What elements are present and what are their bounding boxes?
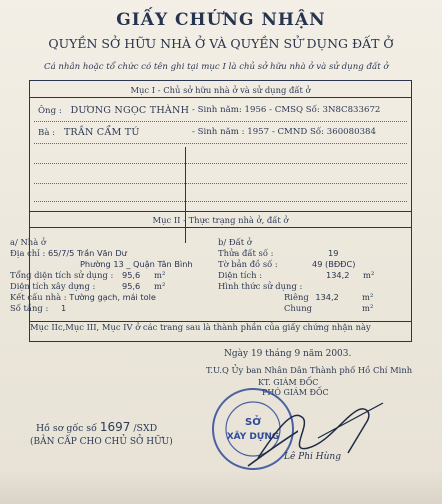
dotted-line bbox=[34, 201, 407, 202]
usable-area-row bbox=[10, 270, 166, 280]
section1-heading: Mục I - Chủ sở hữu nhà ở và sử dụng đất ở bbox=[130, 85, 311, 95]
owner-1-prefix: Ông : bbox=[38, 106, 62, 116]
usage-form-label: Hình thức sử dụng : bbox=[218, 281, 303, 291]
stamp-text-1: SỞ bbox=[245, 417, 261, 428]
signer-name: Lê Phi Hùng bbox=[284, 452, 341, 462]
construction-area-label: Diện tích xây dựng : bbox=[10, 281, 96, 291]
copy-note: (BẢN CẤP CHO CHỦ SỞ HỮU) bbox=[30, 437, 173, 447]
file-number-row bbox=[36, 420, 157, 434]
land-area-row bbox=[218, 270, 375, 280]
dotted-line bbox=[34, 163, 407, 164]
private-row bbox=[284, 292, 374, 302]
issue-date: Ngày 19 tháng 9 năm 2003. bbox=[224, 349, 352, 359]
private-value: 134,2 bbox=[315, 292, 339, 302]
floors-label: Số tầng : bbox=[10, 303, 49, 313]
signer-title-2: PHÓ GIÁM ĐỐC bbox=[262, 388, 329, 397]
parcel-label: Thửa đất số : bbox=[218, 248, 274, 258]
map-label: Tờ bản đồ số : bbox=[218, 259, 278, 269]
file-number-suffix: /SXD bbox=[133, 423, 158, 434]
owner-2 bbox=[38, 127, 376, 138]
file-number-label: Hồ sơ gốc số bbox=[36, 423, 97, 434]
construction-area-value: 95,6 bbox=[122, 281, 141, 291]
certificate-title: GIẤY CHỨNG NHẬN bbox=[116, 10, 326, 30]
footnote: Mục IIc,Mục III, Mục IV ở các trang sau là thành phần của giấy chứng nhận này bbox=[30, 322, 371, 332]
usable-area-label: Tổng diện tích sử dụng : bbox=[10, 270, 114, 280]
page-shadow bbox=[0, 470, 442, 504]
shared-row bbox=[284, 303, 374, 313]
ward-text: Phường 13 _ Quận Tân Bình bbox=[80, 259, 193, 269]
owner-1-name: DƯƠNG NGỌC THÀNH bbox=[70, 105, 190, 116]
dotted-line bbox=[34, 183, 407, 184]
owner-2-name: TRẦN CẨM TÚ bbox=[63, 127, 140, 138]
certificate-subtitle: QUYỀN SỞ HỮU NHÀ Ở VÀ QUYỀN SỬ DỤNG ĐẤT Ở bbox=[48, 36, 394, 51]
shared-label: Chung bbox=[284, 303, 312, 313]
land-area-unit: m² bbox=[363, 270, 375, 280]
address-value: 65/7/5 Trần Văn Dư bbox=[48, 248, 127, 258]
address-label: Địa chỉ : bbox=[10, 248, 46, 258]
owner-1 bbox=[38, 105, 381, 116]
owner-2-prefix: Bà : bbox=[38, 128, 56, 138]
content-frame bbox=[29, 80, 412, 342]
construction-area-row bbox=[10, 281, 166, 291]
divider bbox=[30, 211, 411, 212]
private-label: Riêng bbox=[284, 292, 309, 302]
usable-area-unit: m² bbox=[154, 270, 166, 280]
land-label: b/ Đất ở bbox=[218, 237, 252, 247]
divider bbox=[30, 227, 411, 228]
construction-area-unit: m² bbox=[154, 281, 166, 291]
stamp-text-2: XÂY DỰNG bbox=[226, 432, 280, 442]
map-value: 49 (BĐĐC) bbox=[312, 259, 356, 269]
section2-heading: Mục II - Thực trạng nhà ở, đất ở bbox=[152, 215, 289, 225]
parcel-row bbox=[218, 248, 339, 258]
ward-value bbox=[80, 259, 193, 269]
land-area-value: 134,2 bbox=[326, 270, 350, 280]
issuing-authority: T.U.Q Ủy ban Nhân Dân Thành phố Hồ Chí Minh bbox=[206, 365, 413, 375]
file-number: 1697 bbox=[99, 420, 131, 434]
owner-2-details: - Sinh năm : 1957 - CMND Số: 360080384 bbox=[192, 127, 376, 137]
parcel-value: 19 bbox=[328, 248, 339, 258]
shared-unit: m² bbox=[362, 303, 374, 313]
structure-value: Tường gạch, mái tole bbox=[69, 292, 156, 302]
usable-area-value: 95,6 bbox=[122, 270, 141, 280]
intro-text: Cá nhân hoặc tổ chức có tên ghi tại mục I là chủ sở hữu nhà ở và sử dụng đất ở bbox=[44, 62, 389, 72]
divider bbox=[30, 97, 411, 98]
structure-label: Kết cấu nhà : bbox=[10, 292, 67, 302]
structure-row bbox=[10, 292, 156, 302]
floors-row bbox=[10, 303, 66, 313]
floors-value: 1 bbox=[60, 303, 67, 313]
land-area-label: Diện tích : bbox=[218, 270, 263, 280]
dotted-line bbox=[34, 143, 407, 144]
address-row bbox=[10, 248, 127, 258]
map-row bbox=[218, 259, 356, 269]
house-label: a/ Nhà ở bbox=[10, 237, 46, 247]
owner-1-details: - Sinh năm: 1956 - CMSQ Số: 3N8C833672 bbox=[192, 105, 381, 115]
private-unit: m² bbox=[362, 292, 374, 302]
dotted-line bbox=[34, 121, 407, 122]
column-divider bbox=[185, 147, 186, 243]
signer-title-1: KT. GIÁM ĐỐC bbox=[258, 378, 319, 387]
